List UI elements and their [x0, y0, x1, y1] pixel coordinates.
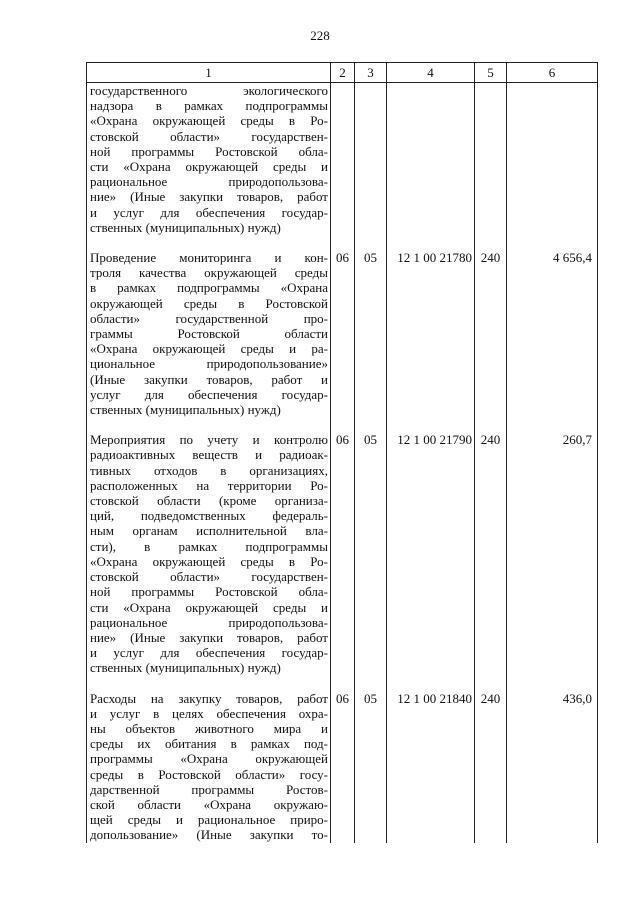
- description-line: и услуг в целях обеспечения охра-: [90, 705, 328, 721]
- row-description: [87, 691, 331, 843]
- description-line: допользование» (Иные закупки то-: [90, 827, 328, 843]
- description-line: (Иные закупки товаров, работ и: [90, 371, 328, 387]
- table-row: [87, 250, 598, 432]
- target-article-code: 12 1 00 21780: [387, 250, 475, 432]
- description-line: в рамках подпрограммы «Охрана: [90, 280, 328, 296]
- row-description: [87, 250, 331, 432]
- description-line: и услуг для обеспечения государ-: [90, 645, 328, 661]
- description-line: стовской области (кроме организа-: [90, 493, 328, 509]
- description-line: среды в Ростовской области» госу-: [90, 766, 328, 782]
- target-article-code: [387, 83, 475, 251]
- target-article-code: 12 1 00 21790: [387, 432, 475, 690]
- header-col-4: 4: [387, 63, 475, 83]
- description-line: «Охрана окружающей среды в Ро-: [90, 113, 328, 129]
- section-code: 06: [331, 691, 355, 843]
- table-row: [87, 83, 598, 251]
- header-col-1: 1: [87, 63, 331, 83]
- description-line: граммы Ростовской области: [90, 326, 328, 342]
- row-description: [87, 83, 331, 251]
- description-line: рациональное природопользова-: [90, 614, 328, 630]
- description-line: сти «Охрана окружающей среды и: [90, 599, 328, 615]
- header-col-5: 5: [475, 63, 507, 83]
- description-line: Расходы на закупку товаров, работ: [90, 690, 328, 706]
- description-line: сти «Охрана окружающей среды и: [90, 159, 328, 175]
- section-code: 06: [331, 250, 355, 432]
- description-line: ной программы Ростовской обла-: [90, 143, 328, 159]
- description-line: радиоактивных веществ и радиоак-: [90, 447, 328, 463]
- description-line: ственных (муниципальных) нужд): [90, 660, 281, 676]
- description-line: ние» (Иные закупки товаров, работ: [90, 629, 328, 645]
- expense-type-code: 240: [475, 432, 507, 690]
- description-line: стовской области» государствен-: [90, 128, 328, 144]
- header-col-2: 2: [331, 63, 355, 83]
- description-line: тивных отходов в организациях,: [90, 462, 328, 478]
- amount-value: 260,7: [507, 432, 598, 690]
- description-line: дарственной программы Ростов-: [90, 781, 328, 797]
- table-header: [87, 63, 598, 83]
- description-line: Мероприятия по учету и контролю: [90, 432, 328, 448]
- description-line: ственных (муниципальных) нужд): [90, 219, 281, 235]
- description-line: ным органам исполнительной вла-: [90, 523, 328, 539]
- amount-value: 436,0: [507, 691, 598, 843]
- description-line: «Охрана окружающей среды в Ро-: [90, 553, 328, 569]
- description-line: ны объектов животного мира и: [90, 720, 328, 736]
- description-line: и услуг для обеспечения государ-: [90, 204, 328, 220]
- description-line: государственного экологического: [90, 83, 328, 98]
- header-col-6: 6: [507, 63, 598, 83]
- table-row: [87, 432, 598, 690]
- description-line: троля качества окружающей среды: [90, 265, 328, 281]
- expense-type-code: [475, 83, 507, 251]
- description-line: надзора в рамках подпрограммы: [90, 98, 328, 114]
- description-line: программы «Охрана окружающей: [90, 751, 328, 767]
- subsection-code: 05: [355, 250, 387, 432]
- subsection-code: 05: [355, 691, 387, 843]
- description-line: сти), в рамках подпрограммы: [90, 538, 328, 554]
- description-line: стовской области» государствен-: [90, 569, 328, 585]
- expense-type-code: 240: [475, 250, 507, 432]
- row-description: [87, 432, 331, 690]
- description-line: среды их обитания в рамках под-: [90, 736, 328, 752]
- description-line: расположенных на территории Ро-: [90, 477, 328, 493]
- subsection-code: 05: [355, 432, 387, 690]
- header-col-3: 3: [355, 63, 387, 83]
- section-code: [331, 83, 355, 251]
- description-line: «Охрана окружающей среды и ра-: [90, 341, 328, 357]
- amount-value: 4 656,4: [507, 250, 598, 432]
- description-line: рациональное природопользова-: [90, 174, 328, 190]
- description-line: области» государственной про-: [90, 310, 328, 326]
- amount-value: [507, 83, 598, 251]
- description-line: ственных (муниципальных) нужд): [90, 402, 281, 418]
- page-number: 228: [310, 28, 330, 43]
- section-code: 06: [331, 432, 355, 690]
- description-line: ной программы Ростовской обла-: [90, 584, 328, 600]
- description-line: ций, подведомственных федераль-: [90, 508, 328, 524]
- description-line: Проведение мониторинга и кон-: [90, 250, 328, 266]
- target-article-code: 12 1 00 21840: [387, 691, 475, 843]
- budget-table: [86, 62, 598, 843]
- description-line: услуг для обеспечения государ-: [90, 386, 328, 402]
- expense-type-code: 240: [475, 691, 507, 843]
- subsection-code: [355, 83, 387, 251]
- description-line: окружающей среды в Ростовской: [90, 295, 328, 311]
- description-line: циональное природопользование»: [90, 356, 328, 372]
- table-body: [87, 83, 598, 843]
- description-line: ской области «Охрана окружаю-: [90, 796, 328, 812]
- description-line: ние» (Иные закупки товаров, работ: [90, 189, 328, 205]
- table-row: [87, 691, 598, 843]
- description-line: щей среды и рациональное приро-: [90, 812, 328, 828]
